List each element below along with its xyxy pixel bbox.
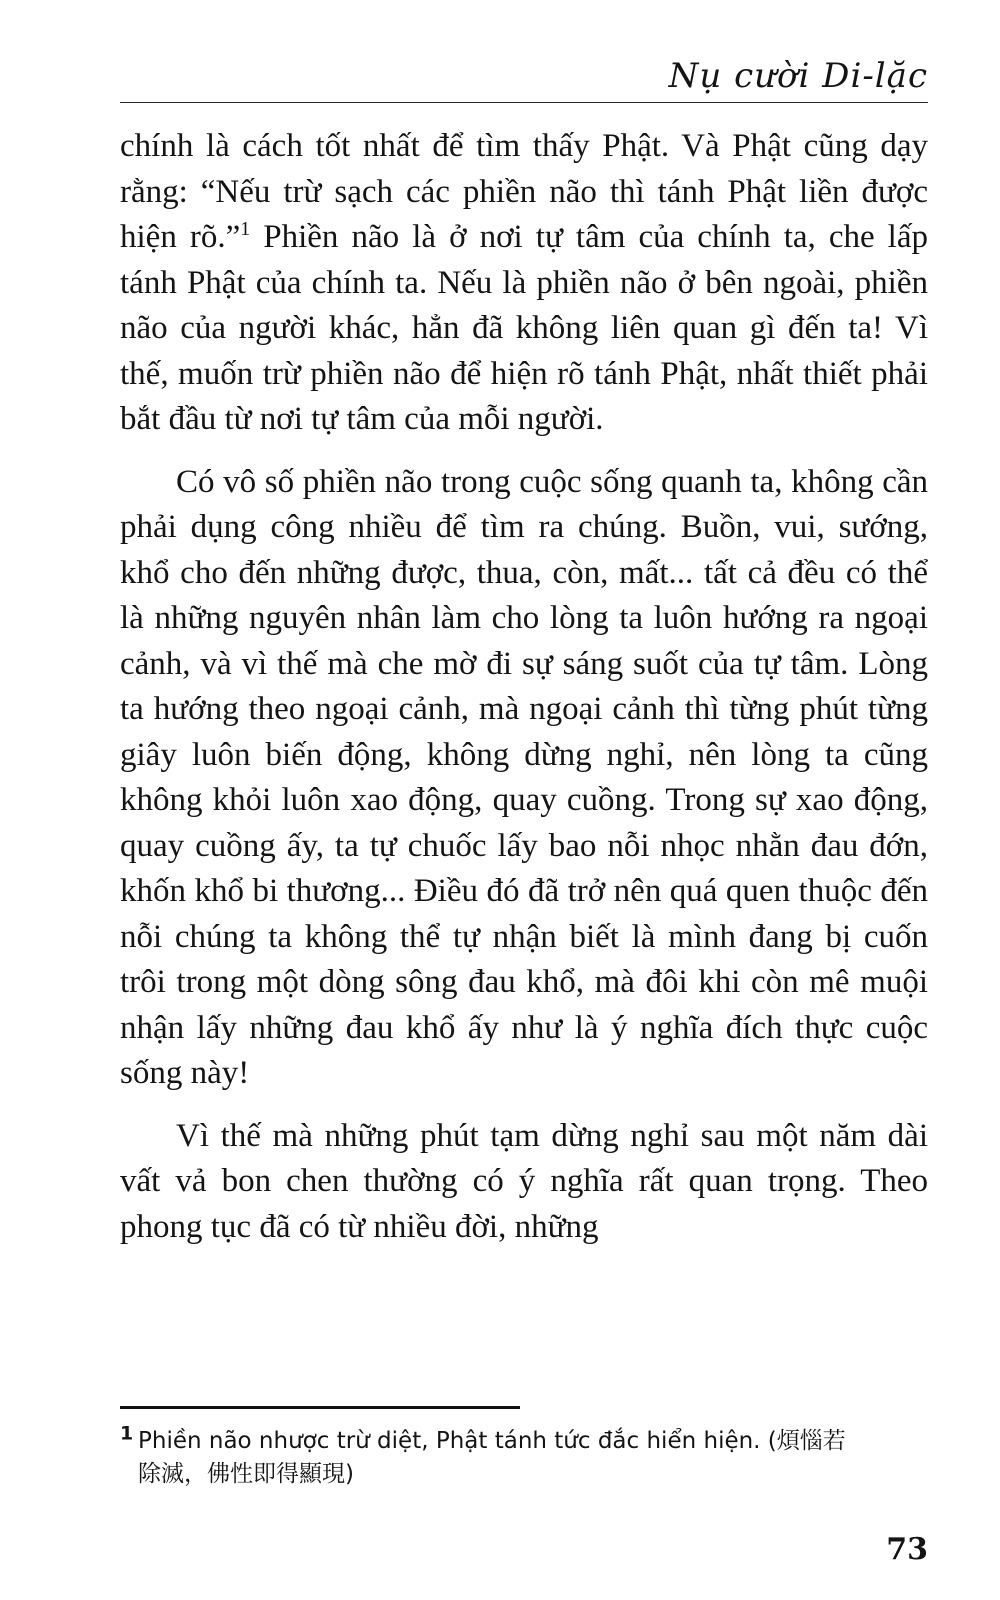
paragraph-1 <box>120 124 928 443</box>
running-title: Nụ cười Di-lặc <box>668 56 928 96</box>
page-number: 73 <box>886 1532 928 1567</box>
header-divider <box>120 102 928 103</box>
paragraph-1-start: chính là cách tốt nhất để tìm thấy Phật. Và Phật cũng dạy rằng: “Nếu trừ sạch các phiền não thì tánh Phật liền được hiện rõ.” <box>120 128 928 255</box>
body-text <box>120 124 928 1250</box>
footnote <box>120 1422 928 1491</box>
footnote-divider <box>120 1406 520 1409</box>
paragraph-3: Vì thế mà những phút tạm dừng nghỉ sau một năm dài vất vả bon chen thường có ý nghĩa rất quan trọng. Theo phong tục đã có từ nhiều đời, những <box>120 1117 928 1245</box>
footnote-body <box>120 1425 928 1491</box>
footnote-line-1: Phiền não nhược trừ diệt, Phật tánh tức đắc hiển hiện. (煩惱若 <box>138 1428 846 1454</box>
footnote-line-2: 除滅，佛性即得顯現) <box>138 1461 354 1487</box>
paragraph-1-end: Phiền não là ở nơi tự tâm của chính ta, che lấp tánh Phật của chính ta. Nếu là phiền não ở bên ngoài, phiền não của người khác, hẳn đã không liên quan gì đến ta! Vì thế, muốn trừ phiền não để hiện rõ tánh Phật, nhất thiết phải bắt đầu từ nơi tự tâm của mỗi người. <box>120 219 929 437</box>
paragraph-2: Có vô số phiền não trong cuộc sống quanh ta, không cần phải dụng công nhiều để tìm ra chúng. Buồn, vui, sướng, khổ cho đến những được, thua, còn, mất... tất cả đều có thể là những nguyên nhân làm cho lòng ta luôn hướng ra ngoại cảnh, và vì thế mà che mờ đi sự sáng suốt của tự tâm. Lòng ta hướng theo ngoại cảnh, mà ngoại cảnh thì từng phút từng giây luôn biến động, không dừng nghỉ, nên lòng ta cũng không khỏi luôn xao động, quay cuồng. Trong sự xao động, quay cuồng ấy, ta tự chuốc lấy bao nỗi nhọc nhằn đau đớn, khốn khổ bi thương... Điều đó đã trở nên quá quen thuộc đến nỗi chúng ta không thể tự nhận biết là mình đang bị cuốn trôi trong một dòng sông đau khổ, mà đôi khi còn mê muội nhận lấy những đau khổ ấy như là ý nghĩa đích thực cuộc sống này! <box>120 463 928 1091</box>
footnote-reference: 1 <box>240 218 251 240</box>
footnote-marker: 1 <box>120 1422 134 1445</box>
